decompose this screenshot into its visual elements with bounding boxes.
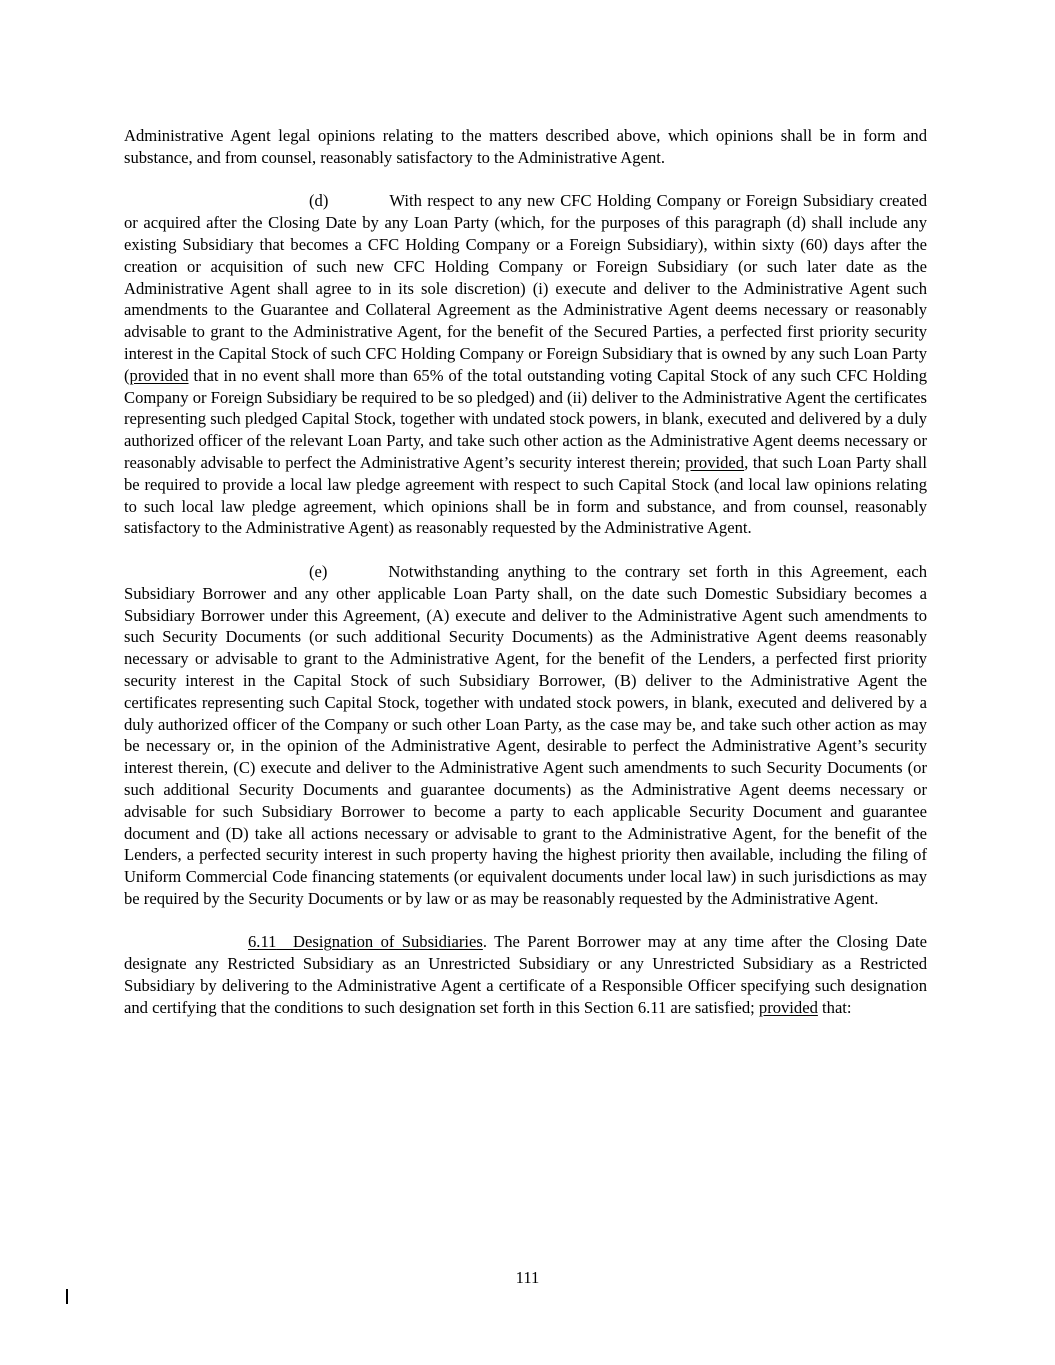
carryover-paragraph: Administrative Agent legal opinions relating to the matters described above, which opinions shall be in form and substance, and from counsel, reasonably satisfactory to the Administrative Agent. bbox=[124, 126, 927, 167]
paragraph-d bbox=[124, 190, 927, 539]
provided-underlined: provided bbox=[129, 365, 189, 385]
section-number: 6.11 bbox=[248, 932, 277, 952]
page-number: 111 bbox=[515, 1268, 540, 1287]
section-6-11-text-2: that: bbox=[817, 997, 852, 1017]
paragraph-d-label: (d) bbox=[309, 191, 329, 211]
paragraph-d-text-1: With respect to any new CFC Holding Company or Foreign Subsidiary created or acquired after the Closing Date by any Loan Party (which, for the purposes of this paragraph (d) shall include any existing Subsidiary that becomes a CFC Holding Company or a Foreign Subsidiary), within sixty (60) days after the creation or acquisition of such new CFC Holding Company or Foreign Subsidiary (or such later date as the Administrative Agent shall agree to in its sole discretion) (i) execute and deliver to the Administrative Agent such amendments to the Guarantee and Collateral Agreement as the Administrative Agent deems necessary or reasonably advisable to grant to the Administrative Agent, for the benefit of the Secured Parties, a perfected first priority security interest in the Capital Stock of such CFC Holding Company or Foreign Subsidiary that is owned by any such Loan Party ( bbox=[124, 191, 927, 385]
document-body bbox=[124, 125, 927, 1019]
paragraph-d-text-2: that in no event shall more than 65% of the total outstanding voting Capital Stock of any such CFC Holding Company or Foreign Subsidiary be required to be so pledged) and (ii) deliver to the Administrative Agent the certificates representing such pledged Capital Stock, together with undated stock powers, in blank, executed and delivered by a duly authorized officer of the relevant Loan Party, and take such other action as the Administrative Agent deems necessary or reasonably advisable to perfect the Administrative Agent’s security interest therein; bbox=[124, 365, 927, 472]
revision-change-bar bbox=[66, 1289, 68, 1304]
section-6-11 bbox=[124, 931, 927, 1018]
paragraph-d-text-3: , that such Loan Party shall be required to provide a local law pledge agreement with respect to such Capital Stock (and local law opinions relating to such local law pledge agreement, which opinions shall be in form and substance, and from counsel, reasonably satisfactory to the Administrative Agent) as reasonably requested by the Administrative Agent. bbox=[124, 452, 927, 538]
provided-underlined: provided bbox=[685, 452, 745, 472]
section-heading: Designation of Subsidiaries bbox=[293, 932, 483, 952]
paragraph-e-text: Notwithstanding anything to the contrary set forth in this Agreement, each Subsidiary Borrower and any other applicable Loan Party shall, on the date such Domestic Subsidiary becomes a Subsidiary Borrower under this Agreement, (A) execute and deliver to the Administrative Agent such amendments to such Security Documents (or such additional Security Documents) as the Administrative Agent deems reasonably necessary or advisable to grant to the Administrative Agent, for the benefit of the Lenders, a perfected first priority security interest in the Capital Stock of such Subsidiary Borrower, (B) deliver to the Administrative Agent the certificates representing such Capital Stock, together with undated stock powers, in blank, executed and delivered by a duly authorized officer of the Company or such other Loan Party, as the case may be, and take such other action as may be necessary or, in the opinion of the Administrative Agent, desirable to perfect the Administrative Agent’s security interest therein, (C) execute and deliver to the Administrative Agent such amendments to such Security Documents (or such additional Security Documents and guarantee documents) as the Administrative Agent deems necessary or advisable for such Subsidiary Borrower to become a party to each applicable Security Document and guarantee document and (D) take all actions necessary or advisable to grant to the Administrative Agent, for the benefit of the Lenders, a perfected security interest in such property having the highest priority then available, including the filing of Uniform Commercial Code financing statements (or equivalent documents under local law) in such jurisdictions as may be required by the Security Documents or by law or as may be reasonably requested by the Administrative Agent. bbox=[124, 561, 927, 908]
paragraph-e bbox=[124, 561, 927, 910]
provided-underlined: provided bbox=[758, 997, 818, 1017]
section-6-11-text-1: . The Parent Borrower may at any time after the Closing Date designate any Restricted Subsidiary as an Unrestricted Subsidiary or any Unrestricted Subsidiary as a Restricted Subsidiary by delivering to the Administrative Agent a certificate of a Responsible Officer specifying such designation and certifying that the conditions to such designation set forth in this Section 6.11 are satisfied; bbox=[124, 932, 927, 1017]
paragraph-e-label: (e) bbox=[309, 561, 328, 581]
